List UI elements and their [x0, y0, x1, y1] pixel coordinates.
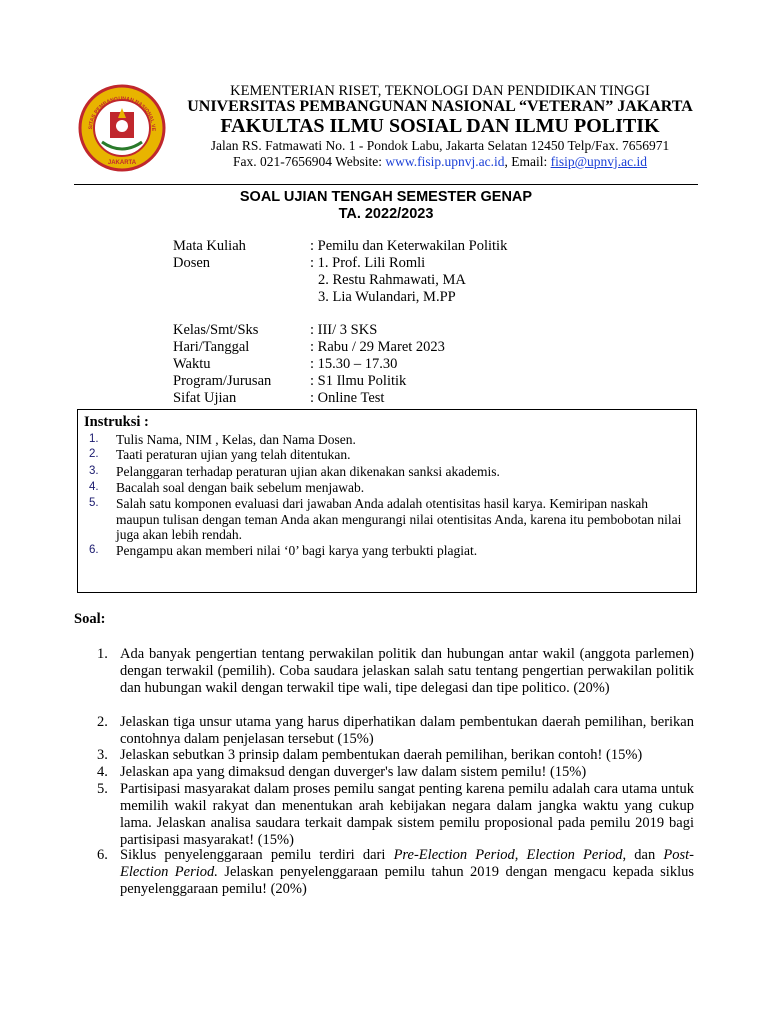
- question-item: [97, 847, 694, 898]
- kelas-label: Kelas/Smt/Sks: [173, 322, 259, 338]
- instruction-text: Pengampu akan memberi nilai ‘0’ bagi karya yang terbukti plagiat.: [116, 543, 478, 558]
- question-number: 4.: [97, 764, 108, 780]
- contact-line: [160, 154, 720, 170]
- header-divider: [74, 184, 698, 185]
- q6-italic-1: Pre-Election Period, Election Period: [393, 847, 623, 863]
- website-link[interactable]: www.fisip.upnvj.ac.id: [385, 154, 505, 169]
- question-text: Jelaskan tiga unsur utama yang harus diperhatikan dalam pembentukan daerah pemilihan, berikan contohnya dalam penjelasan tersebut (15%): [120, 714, 694, 747]
- instruction-item: [89, 464, 689, 480]
- program-label: Program/Jurusan: [173, 373, 272, 389]
- instruction-item: [89, 432, 689, 448]
- instruction-item: [89, 447, 689, 463]
- question-text: Partisipasi masyarakat dalam proses pemilu sangat penting karena pemilu adalah cara utama untuk memilih wakil rakyat dan menentukan arah kebijakan negara dalam jangka waktu yang cukup lama. Jelaskan analisa saudara terkait dampak sistem pemilu proposional pada pemilu 2019 bagi partisipasi masyarakat! (15%): [120, 781, 694, 848]
- faculty-name: FAKULTAS ILMU SOSIAL DAN ILMU POLITIK: [220, 115, 660, 137]
- question-text: Jelaskan apa yang dimaksud dengan duverger's law dalam sistem pemilu! (15%): [120, 764, 587, 780]
- question-text: Jelaskan sebutkan 3 prinsip dalam pembentukan daerah pemilihan, berikan contoh! (15%): [120, 747, 643, 763]
- logo-text-top: SITAS PEMBANGUNAN NASIONAL VE: [87, 95, 157, 132]
- ministry-name: KEMENTERIAN RISET, TEKNOLOGI DAN PENDIDIKAN TINGGI: [230, 83, 650, 99]
- instruction-text: Tulis Nama, NIM , Kelas, dan Nama Dosen.: [116, 432, 356, 447]
- q6-pre: Siklus penyelenggaraan pemilu terdiri dari: [120, 847, 394, 863]
- exam-title: SOAL UJIAN TENGAH SEMESTER GENAP: [239, 189, 533, 205]
- instructions-title: Instruksi :: [84, 414, 149, 430]
- mata-kuliah-value: : Pemilu dan Keterwakilan Politik: [310, 238, 508, 254]
- instruction-text: Taati peraturan ujian yang telah ditentukan.: [116, 447, 351, 462]
- course-info: [173, 238, 507, 306]
- waktu-value: : 15.30 – 17.30: [310, 356, 398, 372]
- question-item: [97, 646, 694, 697]
- schedule-info: [173, 322, 445, 407]
- question-number: 6.: [97, 847, 108, 863]
- mata-kuliah-label: Mata Kuliah: [173, 238, 246, 254]
- instruction-text: Bacalah soal dengan baik sebelum menjawab.: [116, 480, 365, 495]
- logo-text-bottom: JAKARTA: [107, 160, 137, 166]
- question-number: 3.: [97, 747, 108, 763]
- instruction-number: 5.: [89, 497, 99, 509]
- university-name: UNIVERSITAS PEMBANGUNAN NASIONAL “VETERAN” JAKARTA: [187, 98, 693, 115]
- instruction-number: 2.: [89, 448, 99, 460]
- exam-year: TA. 2022/2023: [338, 206, 434, 222]
- kelas-value: : III/ 3 SKS: [310, 322, 378, 338]
- program-value: : S1 Ilmu Politik: [310, 373, 407, 389]
- soal-title: Soal:: [74, 611, 106, 627]
- hari-value: : Rabu / 29 Maret 2023: [310, 339, 445, 355]
- address: Jalan RS. Fatmawati No. 1 - Pondok Labu, Jakarta Selatan 12450 Telp/Fax. 7656971: [210, 138, 670, 153]
- question-text: Ada banyak pengertian tentang perwakilan politik dan hubungan antar wakil (anggota parlemen) dengan terwakil (pemilih). Coba saudara jelaskan salah satu tentang pengertian perwakilan politik dan hubungan wakil dengan terwakil tipe wali, tipe delegasi dan tipe politico. (20%): [120, 646, 694, 696]
- instruction-text: Salah satu komponen evaluasi dari jawaban Anda adalah otentisitas hasil karya. Kemiripan naskah maupun tulisan dengan teman Anda akan mengurangi nilai otentisitas Anda, karena itu pembobotan nilai juga akan lebih rendah.: [116, 496, 682, 542]
- q6-post: Jelaskan penyelenggaraan pemilu tahun 2019 dengan mengacu kepada siklus penyelenggaraan pemilu! (20%): [120, 864, 695, 897]
- hari-label: Hari/Tanggal: [173, 339, 250, 355]
- instruction-number: 1.: [89, 433, 99, 445]
- dosen-label: Dosen: [173, 255, 211, 271]
- question-item: [97, 714, 694, 748]
- instruction-item: [89, 480, 689, 496]
- question-text: [120, 847, 694, 898]
- instruction-item: [89, 496, 689, 543]
- email-link[interactable]: fisip@upnvj.ac.id: [550, 154, 648, 169]
- instruction-number: 6.: [89, 544, 99, 556]
- fax-label: Fax. 021-7656904 Website:: [232, 154, 386, 169]
- email-label: , Email:: [504, 154, 551, 169]
- question-number: 5.: [97, 781, 108, 797]
- question-number: 2.: [97, 714, 108, 730]
- question-item: [97, 764, 694, 781]
- dosen-value: : 1. Prof. Lili Romli: [310, 255, 426, 271]
- sifat-label: Sifat Ujian: [173, 390, 237, 406]
- q6-italic-2: Post-Election Period.: [120, 847, 695, 880]
- q6-mid: , dan: [622, 847, 664, 863]
- instruction-item: [89, 543, 689, 559]
- question-number: 1.: [97, 646, 108, 662]
- instruction-text: Pelanggaran terhadap peraturan ujian akan dikenakan sanksi akademis.: [116, 464, 500, 479]
- question-item: [97, 747, 694, 764]
- waktu-label: Waktu: [173, 356, 211, 372]
- dosen-2: 2. Restu Rahmawati, MA: [318, 272, 466, 288]
- university-logo: [78, 84, 166, 172]
- sifat-value: : Online Test: [310, 390, 385, 406]
- question-item: [97, 781, 694, 849]
- dosen-3: 3. Lia Wulandari, M.PP: [318, 289, 456, 305]
- instruction-number: 4.: [89, 481, 99, 493]
- instruction-number: 3.: [89, 465, 99, 477]
